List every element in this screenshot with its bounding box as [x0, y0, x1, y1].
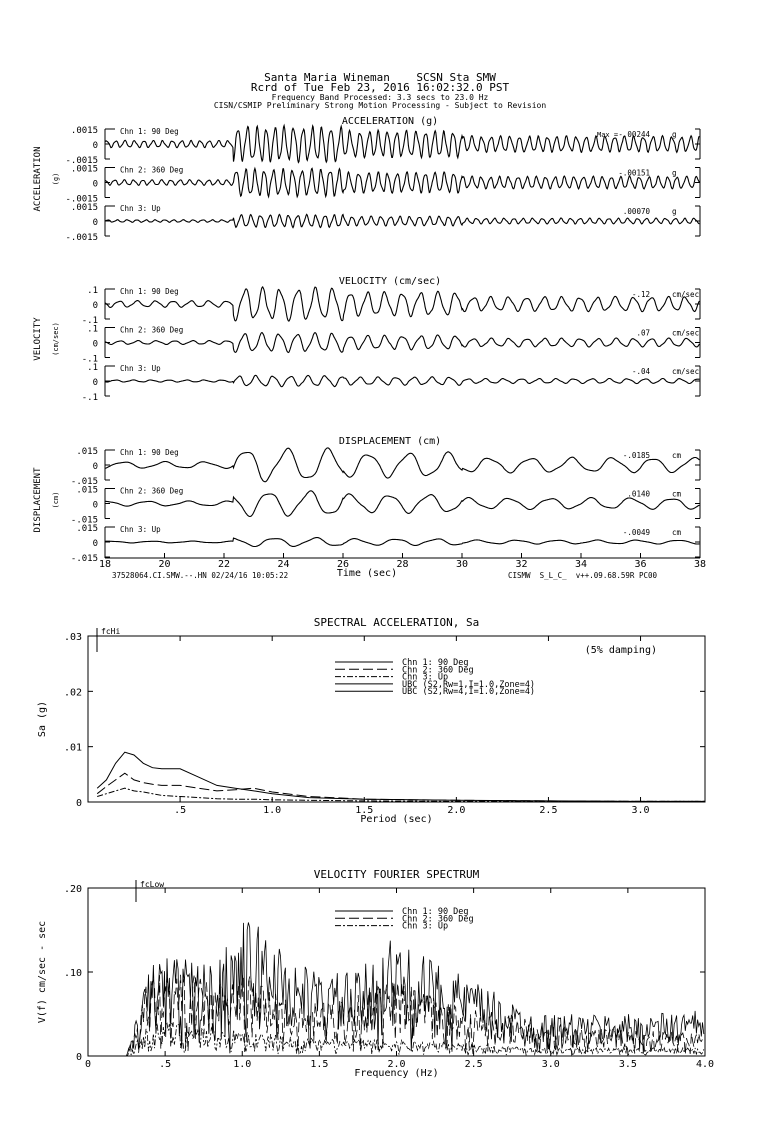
station-title: Santa Maria Wineman SCSN Sta SMW — [264, 71, 496, 84]
max-unit: cm/sec — [672, 290, 700, 299]
x-tick-label: 1.5 — [355, 805, 374, 816]
max-unit: cm — [672, 528, 682, 537]
y-tick-label: .0015 — [70, 164, 98, 175]
max-value: .0140 — [627, 489, 650, 499]
fclow-label: fcLow — [140, 880, 165, 889]
y-tick-label: 0 — [92, 141, 98, 151]
panel-title: VELOCITY (cm/sec) — [338, 276, 442, 287]
max-label: Max = — [597, 131, 619, 139]
velocity-panel — [33, 276, 700, 403]
max-value: -.0185 — [622, 451, 650, 460]
y-tick-label: -.1 — [81, 354, 98, 365]
velocity-fourier-chart — [37, 868, 714, 1079]
y-tick-label: 0 — [92, 218, 98, 228]
max-unit: g — [672, 168, 677, 178]
waveform-line — [105, 375, 699, 386]
legend-label: Chn 2: 360 Deg — [402, 914, 474, 925]
y-axis-label: VELOCITY — [33, 317, 43, 361]
x-axis-label: Period (sec) — [360, 814, 433, 825]
x-tick-label: 3.0 — [541, 1059, 560, 1070]
legend-label: Chn 2: 360 Deg — [402, 665, 474, 676]
x-tick-label: 38 — [693, 559, 707, 570]
y-tick-label: -.015 — [70, 554, 98, 564]
channel-trace-1 — [71, 447, 700, 487]
chart-title: SPECTRAL ACCELERATION, Sa — [313, 616, 480, 629]
frequency-band: Frequency Band Processed: 3.3 secs to 23.0 Hz — [271, 93, 489, 102]
y-tick-label: .015 — [76, 447, 98, 457]
y-axis-unit: (g) — [52, 172, 60, 186]
footer-right: CISMW S_L_C_ v++.09.68.59R PC00 — [508, 571, 658, 580]
y-tick-label: .10 — [63, 968, 82, 979]
x-tick-label: 18 — [98, 559, 112, 570]
legend-label: Chn 3: Up — [402, 672, 449, 683]
panel-title: ACCELERATION (g) — [341, 116, 439, 127]
time-axis-label: Time (sec) — [336, 568, 398, 579]
displacement-panel — [33, 436, 700, 564]
legend-label: Chn 1: 90 Deg — [402, 658, 469, 668]
legend-label: Chn 1: 90 Deg — [402, 907, 469, 917]
channel-label: Chn 1: 90 Deg — [120, 127, 179, 136]
y-tick-label: 0 — [75, 798, 82, 809]
x-tick-label: 2.0 — [387, 1059, 406, 1070]
y-tick-label: .0015 — [70, 203, 98, 213]
y-axis-label: ACCELERATION — [33, 146, 43, 212]
channel-trace-2 — [71, 486, 700, 526]
x-tick-label: 30 — [455, 559, 469, 570]
channel-label: Chn 3: Up — [120, 364, 161, 373]
x-tick-label: 32 — [515, 559, 528, 570]
y-tick-label: .01 — [63, 742, 82, 754]
x-tick-label: 0 — [84, 1059, 92, 1070]
y-tick-label: .1 — [87, 286, 98, 296]
max-unit: cm/sec — [672, 367, 700, 376]
fchi-label: fcHi — [101, 627, 121, 636]
y-tick-label: 0 — [92, 462, 98, 472]
x-tick-label: 3.5 — [618, 1059, 637, 1070]
x-tick-label: 2.5 — [539, 805, 558, 816]
legend-label: UBC (S2,Rw=4,I=1.0,Zone=4) — [402, 687, 536, 698]
y-axis-label: DISPLACEMENT — [33, 467, 43, 533]
spectral-acceleration-chart — [37, 616, 705, 825]
channel-trace-3 — [82, 363, 700, 403]
waveform-line — [105, 214, 699, 227]
channel-label: Chn 2: 360 Deg — [120, 486, 184, 496]
channel-trace-3 — [65, 203, 700, 243]
waveform-line — [105, 333, 699, 353]
max-unit: cm/sec — [672, 328, 700, 338]
chart-title: VELOCITY FOURIER SPECTRUM — [313, 868, 480, 881]
x-tick-label: .5 — [159, 1059, 172, 1070]
x-tick-label: 20 — [158, 559, 171, 570]
y-tick-label: -.0015 — [65, 156, 98, 166]
y-tick-label: -.015 — [70, 477, 98, 487]
y-tick-label: -.1 — [81, 393, 98, 403]
x-tick-label: 3.0 — [631, 805, 650, 816]
y-tick-label: .03 — [63, 632, 82, 643]
max-value: -.04 — [631, 367, 650, 376]
channel-trace-1 — [82, 286, 700, 326]
x-tick-label: 2.5 — [464, 1059, 483, 1070]
record-time: Rcrd of Tue Feb 23, 2016 16:02:32.0 PST — [250, 81, 510, 94]
legend-label: Chn 3: Up — [402, 921, 449, 932]
acceleration-panel — [33, 116, 700, 243]
x-tick-label: 22 — [217, 559, 231, 570]
y-tick-label: 0 — [92, 539, 98, 549]
max-value: .07 — [636, 328, 650, 338]
max-value: .00070 — [622, 207, 650, 216]
waveform-line — [105, 287, 699, 321]
channel-label: Chn 2: 360 Deg — [120, 325, 184, 335]
x-tick-label: 28 — [396, 559, 409, 570]
y-tick-label: .015 — [76, 524, 98, 534]
channel-label: Chn 3: Up — [120, 204, 161, 213]
y-tick-label: .0015 — [70, 126, 98, 136]
x-tick-label: 36 — [634, 559, 647, 570]
max-unit: g — [672, 130, 677, 139]
waveform-line — [105, 448, 699, 482]
x-tick-label: 26 — [336, 559, 350, 570]
x-tick-label: 24 — [277, 559, 290, 570]
waveform-line — [105, 491, 699, 517]
x-tick-label: 1.5 — [310, 1059, 329, 1070]
processing-note: CISN/CSMIP Preliminary Strong Motion Processing - Subject to Revision — [213, 101, 547, 110]
channel-label: Chn 1: 90 Deg — [120, 448, 179, 457]
y-tick-label: .02 — [63, 687, 82, 699]
legend-label: UBC (S2,Rw=1,I=1.0,Zone=4) — [402, 679, 536, 690]
channel-trace-2 — [65, 165, 700, 205]
y-axis-unit: (cm) — [52, 491, 60, 509]
y-tick-label: -.1 — [81, 316, 98, 326]
x-tick-label: 34 — [574, 559, 588, 570]
max-value: -.00151 — [618, 168, 650, 178]
y-tick-label: 0 — [92, 339, 98, 350]
channel-trace-2 — [82, 325, 700, 365]
y-axis-label: Sa (g) — [37, 700, 48, 738]
time-axis — [99, 553, 706, 570]
channel-label: Chn 3: Up — [120, 525, 161, 534]
y-tick-label: .1 — [87, 324, 98, 335]
damping-note: (5% damping) — [584, 645, 657, 656]
plot-frame — [88, 636, 705, 802]
y-tick-label: 0 — [92, 378, 98, 388]
x-axis-label: Frequency (Hz) — [354, 1068, 439, 1079]
y-tick-label: 0 — [92, 179, 98, 190]
y-tick-label: 0 — [92, 500, 98, 511]
y-tick-label: -.015 — [70, 515, 98, 526]
waveform-line — [105, 538, 699, 547]
y-axis-unit: (cm/sec) — [52, 322, 60, 356]
max-value: -.0049 — [622, 528, 650, 537]
y-tick-label: .20 — [63, 884, 82, 895]
y-tick-label: -.0015 — [65, 194, 98, 205]
y-tick-label: .015 — [76, 485, 98, 496]
x-tick-label: 1.0 — [263, 805, 282, 816]
waveform-line — [105, 165, 699, 196]
panel-title: DISPLACEMENT (cm) — [338, 436, 442, 447]
y-tick-label: 0 — [75, 1052, 82, 1063]
channel-label: Chn 2: 360 Deg — [120, 165, 184, 175]
channel-trace-1 — [65, 126, 700, 166]
max-unit: cm — [672, 451, 682, 460]
x-tick-label: .5 — [174, 805, 187, 816]
y-tick-label: .1 — [87, 363, 98, 373]
max-unit: cm — [672, 489, 682, 499]
x-tick-label: 4.0 — [695, 1059, 715, 1070]
max-value: -.12 — [631, 290, 650, 299]
header — [214, 71, 547, 110]
footer-left: 37528064.CI.SMW.--.HN 02/24/16 10:05:22 — [112, 571, 289, 580]
max-value: -.00244 — [618, 130, 650, 139]
series-line — [97, 752, 705, 801]
y-axis-label: V(f) cm/sec - sec — [37, 920, 48, 1024]
channel-label: Chn 1: 90 Deg — [120, 287, 179, 296]
x-tick-label: 1.0 — [233, 1059, 252, 1070]
y-tick-label: -.0015 — [65, 233, 98, 243]
x-tick-label: 2.0 — [447, 805, 466, 816]
y-tick-label: 0 — [92, 301, 98, 311]
max-unit: g — [672, 207, 677, 216]
